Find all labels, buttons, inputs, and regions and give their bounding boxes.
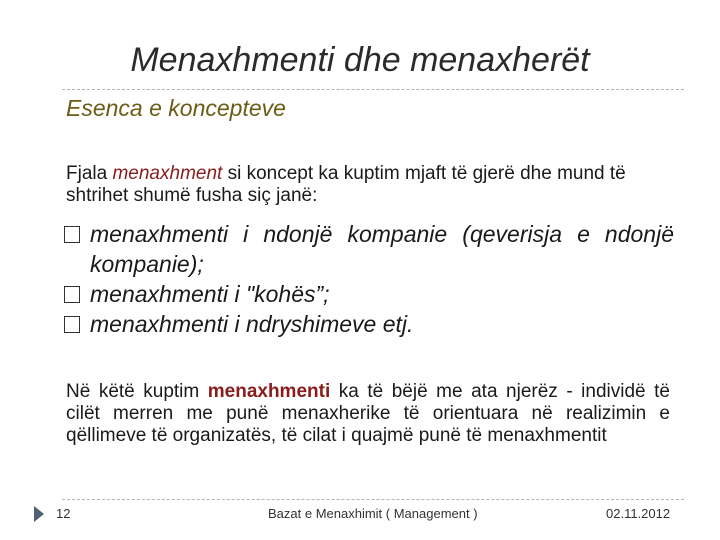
bullet-text: menaxhmenti i ndryshimeve etj. (90, 311, 414, 337)
footer-divider (62, 499, 684, 500)
footer-course-title: Bazat e Menaxhimit ( Management ) (268, 506, 478, 521)
bullet-list (62, 219, 674, 339)
footer-date: 02.11.2012 (606, 506, 671, 521)
intro-paragraph (66, 163, 676, 207)
definition-highlight-term: menaxhmenti (207, 381, 331, 402)
bullet-item (62, 219, 674, 279)
bullet-item (62, 309, 674, 339)
intro-text-after: si koncept ka kuptim mjaft të gjerë dhe mund të shtrihet shumë fusha siç janë: (66, 163, 626, 206)
page-number: 12 (56, 506, 71, 521)
title-divider (62, 89, 684, 90)
intro-highlight-term: menaxhment (112, 163, 223, 184)
square-bullet-icon (64, 316, 80, 333)
triangle-marker-icon (34, 506, 44, 522)
definition-text-before: Në këtë kuptim (66, 381, 208, 402)
definition-text-after: ka të bëjë me ata njerëz - individë të cilët merren me punë menaxherike të orientuara në realizimin e qëllimeve të organizatës, të cilat i quajmë punë të menaxhmentit (66, 381, 670, 446)
slide-subtitle: Esenca e koncepteve (66, 95, 286, 121)
definition-paragraph (66, 381, 670, 447)
square-bullet-icon (64, 286, 80, 303)
bullet-item (62, 279, 674, 309)
slide-title: Menaxhmenti dhe menaxherët (130, 41, 590, 79)
intro-text-before: Fjala (66, 163, 113, 184)
bullet-text: menaxhmenti i "kohës”; (90, 281, 330, 307)
square-bullet-icon (64, 226, 80, 243)
bullet-text: menaxhmenti i ndonjë kompanie (qeverisja e ndonjë kompanie); (90, 221, 674, 277)
